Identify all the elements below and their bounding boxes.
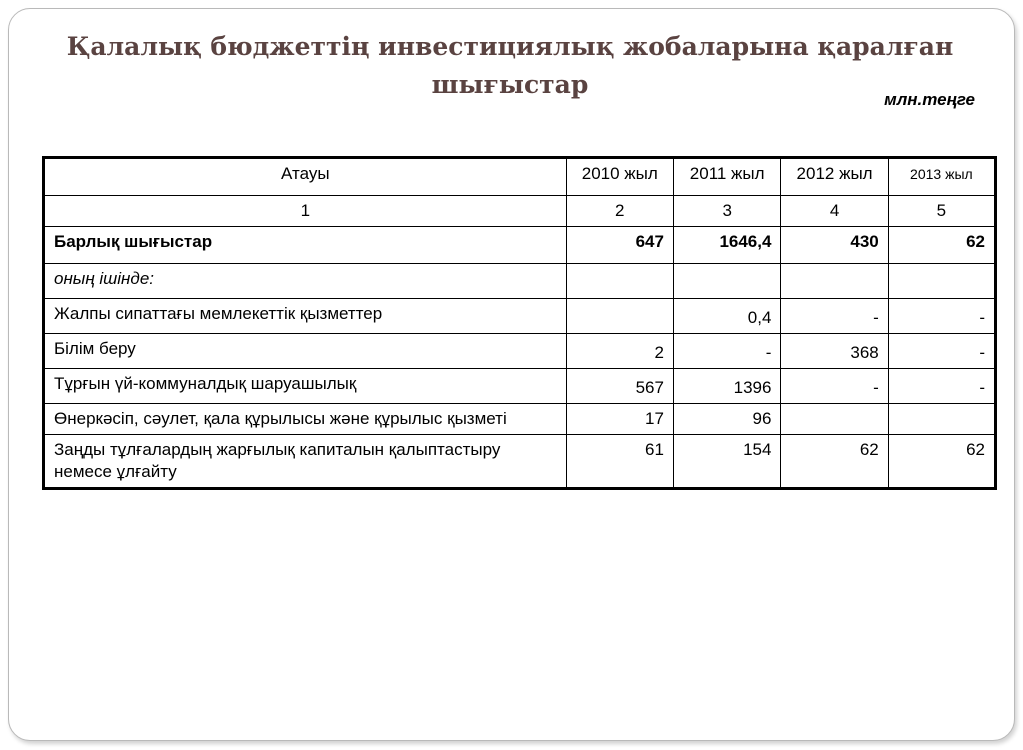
note-row [44, 264, 996, 299]
table-cell: 567 [566, 369, 673, 404]
header-2010: 2010 жыл [566, 158, 673, 196]
table-cell [566, 299, 673, 334]
table-cell [781, 264, 888, 299]
table-cell: - [781, 299, 888, 334]
table-header-row [44, 158, 996, 196]
table-cell: 1396 [673, 369, 781, 404]
table-cell: - [781, 369, 888, 404]
slide-title: Қалалық бюджеттің инвестициялық жобаларына қаралған шығыстар [66, 32, 954, 99]
row-label: Тұрғын үй-коммуналдық шаруашылық [44, 369, 567, 404]
column-number: 3 [673, 196, 781, 227]
total-row [44, 227, 996, 264]
table-cell [888, 404, 995, 435]
table-cell: - [888, 299, 995, 334]
header-2013: 2013 жыл [888, 158, 995, 196]
table-row [44, 435, 996, 489]
column-number: 1 [44, 196, 567, 227]
note-label: оның ішінде: [44, 264, 567, 299]
header-2012: 2012 жыл [781, 158, 888, 196]
row-label: Жалпы сипаттағы мемлекеттік қызметтер [44, 299, 567, 334]
table-cell: 17 [566, 404, 673, 435]
header-name: Атауы [44, 158, 567, 196]
column-number: 4 [781, 196, 888, 227]
row-label: Заңды тұлғалардың жарғылық капиталын қалыптастыру немесе ұлғайту [44, 435, 567, 489]
column-number: 2 [566, 196, 673, 227]
table-cell: 1646,4 [673, 227, 781, 264]
table-cell: - [888, 369, 995, 404]
table-cell [781, 404, 888, 435]
table-cell: - [673, 334, 781, 369]
table-cell [888, 264, 995, 299]
row-label: Білім беру [44, 334, 567, 369]
unit-label: млн.теңге [884, 90, 975, 109]
table-cell: 61 [566, 435, 673, 489]
table-row [44, 299, 996, 334]
table-row [44, 334, 996, 369]
table-cell [673, 264, 781, 299]
table-row [44, 404, 996, 435]
table-cell [566, 264, 673, 299]
table-cell: 96 [673, 404, 781, 435]
table-cell: 647 [566, 227, 673, 264]
header-2011: 2011 жыл [673, 158, 781, 196]
table-cell: 0,4 [673, 299, 781, 334]
table-cell: - [888, 334, 995, 369]
column-number-row [44, 196, 996, 227]
table-cell: 2 [566, 334, 673, 369]
budget-table [42, 156, 997, 490]
table-cell: 368 [781, 334, 888, 369]
table-cell: 154 [673, 435, 781, 489]
table-cell: 430 [781, 227, 888, 264]
table-cell: 62 [888, 227, 995, 264]
table-cell: 62 [781, 435, 888, 489]
table-cell: 62 [888, 435, 995, 489]
table-row [44, 369, 996, 404]
row-label: Өнеркәсіп, сәулет, қала құрылысы және құрылыс қызметі [44, 404, 567, 435]
column-number: 5 [888, 196, 995, 227]
total-label: Барлық шығыстар [44, 227, 567, 264]
